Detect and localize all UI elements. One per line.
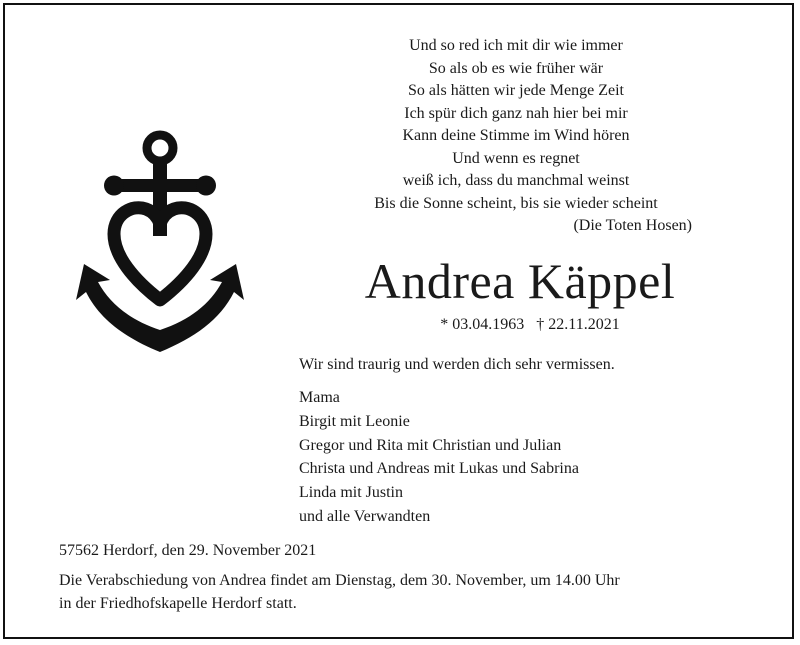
poem-line: Und so red ich mit dir wie immer <box>409 37 623 54</box>
life-dates <box>380 314 680 336</box>
farewell-line: in der Friedhofskapelle Herdorf statt. <box>59 595 297 612</box>
poem-line: So als hätten wir jede Menge Zeit <box>408 82 624 99</box>
poem-line: weiß ich, dass du manchmal weinst <box>402 172 630 189</box>
birth-date: * 03.04.1963 <box>440 316 525 333</box>
poem <box>340 35 692 238</box>
family-member: Birgit mit Leonie <box>299 412 410 430</box>
death-date: † 22.11.2021 <box>536 316 620 333</box>
place-date: 57562 Herdorf, den 29. November 2021 <box>59 542 317 559</box>
family-member: Mama <box>299 389 340 406</box>
poem-line: Bis die Sonne scheint, bis sie wieder scheint <box>374 194 658 212</box>
family-member: Christa und Andreas mit Lukas und Sabrina <box>299 460 579 478</box>
anchor-heart-icon <box>74 128 246 354</box>
poem-line: Kann deine Stimme im Wind hören <box>402 127 630 144</box>
poem-line: Und wenn es regnet <box>452 149 580 167</box>
poem-source: (Die Toten Hosen) <box>573 217 692 234</box>
poem-line: So als ob es wie früher wär <box>428 59 604 77</box>
tagline: Wir sind traurig und werden dich sehr vermissen. <box>299 356 615 373</box>
deceased-name: Andrea Käppel <box>364 253 676 309</box>
family-list <box>299 386 579 529</box>
farewell-notice <box>59 569 620 615</box>
poem-line: Ich spür dich ganz nah hier bei mir <box>404 104 628 122</box>
family-member: und alle Verwandten <box>299 507 431 525</box>
farewell-line: Die Verabschiedung von Andrea findet am Dienstag, dem 30. November, um 14.00 Uhr <box>59 572 620 589</box>
family-member: Gregor und Rita mit Christian und Julian <box>299 436 562 454</box>
family-member: Linda mit Justin <box>299 484 403 502</box>
